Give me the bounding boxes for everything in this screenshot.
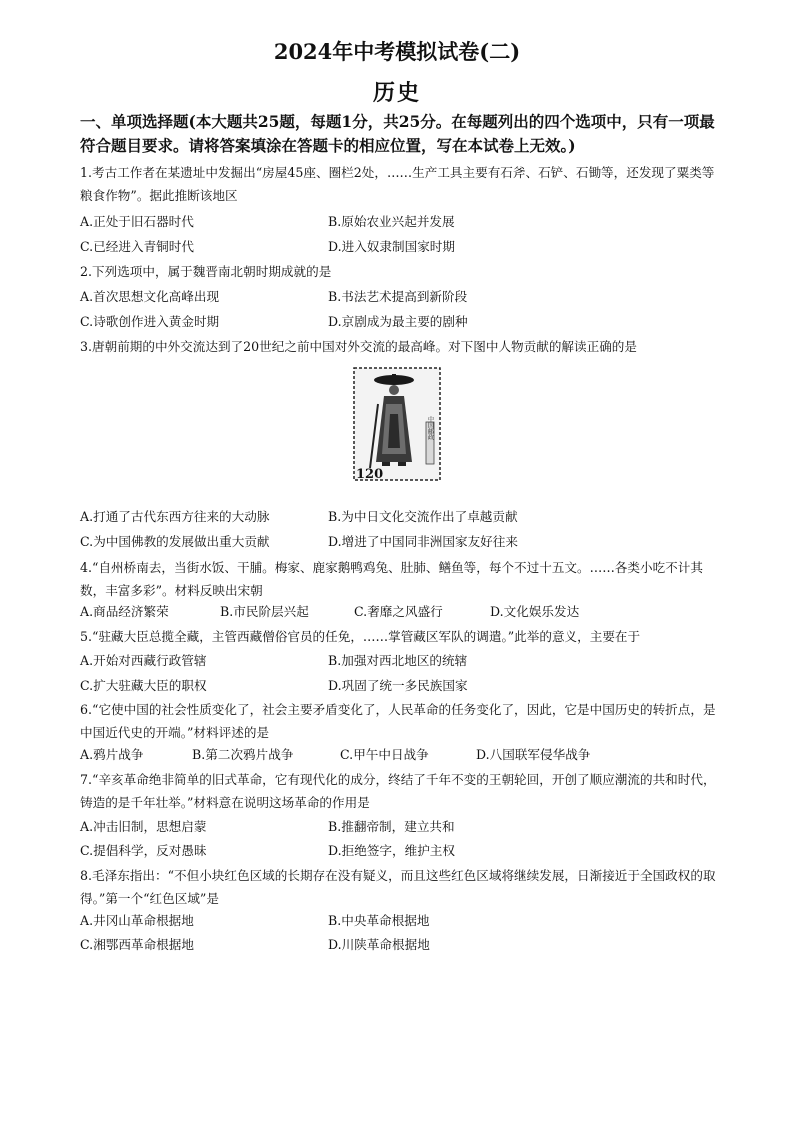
question-8-option-d[interactable]: D.川陕革命根据地 xyxy=(328,937,430,952)
question-4-stem: 4.“自州桥南去，当街水饭、干脯。梅家、鹿家鹅鸭鸡兔、肚肺、鳝鱼等，每个不过十五文。……各类小吃不计其数，丰富多彩”。材料反映出宋朝 xyxy=(80,560,703,598)
question-7-option-b[interactable]: B.推翻帝制，建立共和 xyxy=(328,819,455,834)
subject-title: 历史 xyxy=(372,80,421,106)
stamp-figure xyxy=(346,364,446,486)
question-8-option-c[interactable]: C.湘鄂西革命根据地 xyxy=(80,937,194,952)
question-6-option-d[interactable]: D.八国联军侵华战争 xyxy=(476,747,591,762)
question-8-stem: 8.毛泽东指出：“不但小块红色区域的长期存在没有疑义，而且这些红色区域将继续发展，日渐接近于全国政权的取得。”第一个“红色区域”是 xyxy=(80,868,716,906)
question-7-option-d[interactable]: D.拒绝签字，维护主权 xyxy=(328,843,455,858)
question-2-option-a[interactable]: A.首次思想文化高峰出现 xyxy=(80,289,220,304)
exam-title: 2024年中考模拟试卷(二) xyxy=(273,39,521,64)
question-4-option-a[interactable]: A.商品经济繁荣 xyxy=(80,604,169,619)
question-5-option-a[interactable]: A.开始对西藏行政管辖 xyxy=(80,653,207,668)
stamp-country-text: 中国邮政 xyxy=(426,416,434,440)
question-4-option-b[interactable]: B.市民阶层兴起 xyxy=(220,604,309,619)
question-5-option-b[interactable]: B.加强对西北地区的统辖 xyxy=(328,653,468,668)
question-6-option-c[interactable]: C.甲午中日战争 xyxy=(340,747,429,762)
section-instructions: 一、单项选择题(本大题共25题，每题1分，共25分。在每题列出的四个选项中，只有一项最符合题目要求。请将答案填涂在答题卡的相应位置，写在本试卷上无效。) xyxy=(80,112,715,155)
question-6-option-b[interactable]: B.第二次鸦片战争 xyxy=(192,747,294,762)
question-1-option-a[interactable]: A.正处于旧石器时代 xyxy=(80,214,194,229)
question-8-option-a[interactable]: A.井冈山革命根据地 xyxy=(80,913,194,928)
question-3-option-d[interactable]: D.增进了中国同非洲国家友好往来 xyxy=(328,534,518,549)
question-3-stem: 3.唐朝前期的中外交流达到了20世纪之前中国对外交流的最高峰。对下图中人物贡献的解读正确的是 xyxy=(80,339,637,354)
question-5-option-c[interactable]: C.扩大驻藏大臣的职权 xyxy=(80,678,207,693)
question-6-stem: 6.“它使中国的社会性质变化了，社会主要矛盾变化了，人民革命的任务变化了，因此，它是中国历史的转折点，是中国近代史的开端。”材料评述的是 xyxy=(80,702,716,740)
question-1-stem: 1.考古工作者在某遗址中发掘出“房屋45座、圈栏2处，……生产工具主要有石斧、石铲、石锄等，还发现了粟类等粮食作物”。据此推断该地区 xyxy=(80,165,715,203)
question-3-option-a[interactable]: A.打通了古代东西方往来的大动脉 xyxy=(80,509,270,524)
question-5-stem: 5.“驻藏大臣总揽全藏，主管西藏僧俗官员的任免，……掌管藏区军队的调遣。”此举的意义，主要在于 xyxy=(80,629,641,644)
question-2-option-d[interactable]: D.京剧成为最主要的剧种 xyxy=(328,314,468,329)
question-1-option-b[interactable]: B.原始农业兴起并发展 xyxy=(328,214,455,229)
question-7-option-a[interactable]: A.冲击旧制，思想启蒙 xyxy=(80,819,207,834)
question-4-option-d[interactable]: D.文化娱乐发达 xyxy=(490,604,580,619)
stamp-value: 120 xyxy=(356,467,384,482)
question-3-option-c[interactable]: C.为中国佛教的发展做出重大贡献 xyxy=(80,534,270,549)
question-2-option-c[interactable]: C.诗歌创作进入黄金时期 xyxy=(80,314,220,329)
question-2-stem: 2.下列选项中，属于魏晋南北朝时期成就的是 xyxy=(80,264,332,279)
question-8-option-b[interactable]: B.中央革命根据地 xyxy=(328,913,430,928)
question-7-stem: 7.“辛亥革命绝非简单的旧式革命，它有现代化的成分，终结了千年不变的王朝轮回，开创了顺应潮流的共和时代，铸造的是千年壮举。”材料意在说明这场革命的作用是 xyxy=(80,772,716,810)
question-3-option-b[interactable]: B.为中日文化交流作出了卓越贡献 xyxy=(328,509,518,524)
question-1-option-c[interactable]: C.已经进入青铜时代 xyxy=(80,239,194,254)
question-7-option-c[interactable]: C.提倡科学，反对愚昧 xyxy=(80,843,207,858)
question-5-option-d[interactable]: D.巩固了统一多民族国家 xyxy=(328,678,468,693)
question-4-option-c[interactable]: C.奢靡之风盛行 xyxy=(354,604,443,619)
monk-stamp-image xyxy=(346,364,446,486)
question-2-option-b[interactable]: B.书法艺术提高到新阶段 xyxy=(328,289,468,304)
question-6-option-a[interactable]: A.鸦片战争 xyxy=(80,747,144,762)
question-1-option-d[interactable]: D.进入奴隶制国家时期 xyxy=(328,239,455,254)
